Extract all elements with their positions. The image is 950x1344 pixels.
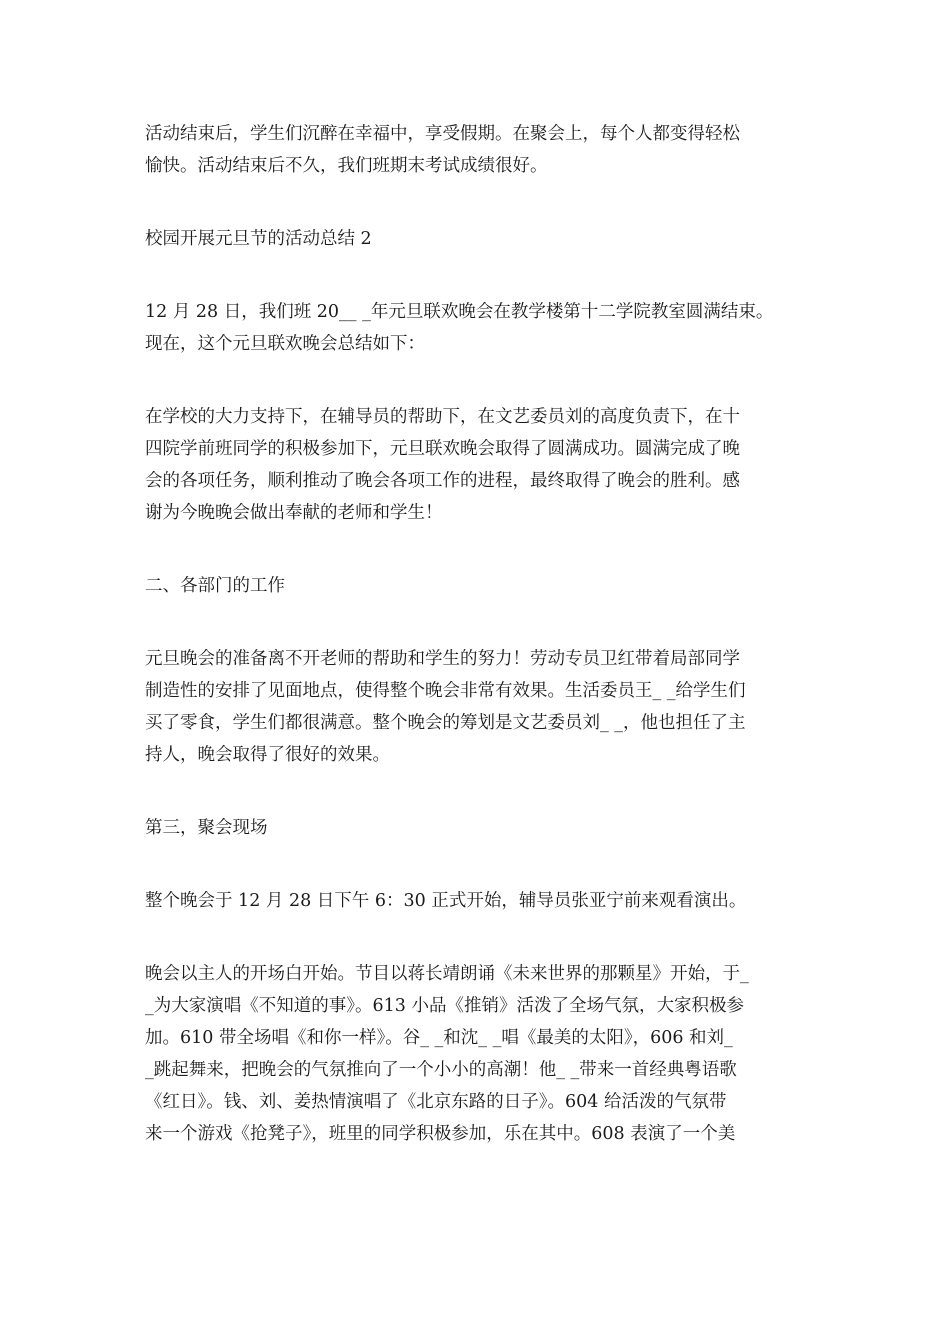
section-heading-party-scene: 第三，聚会现场 [145,818,268,838]
text-line: 在学校的大力支持下，在辅导员的帮助下，在文艺委员刘的高度负责下，在十 [145,407,740,427]
text-line: 晚会以主人的开场白开始。节目以蒋长靖朗诵《未来世界的那颗星》开始，于_ [145,964,749,984]
text-line: 四院学前班同学的积极参加下，元旦联欢晚会取得了圆满成功。圆满完成了晚 [145,439,740,459]
text-line: 现在，这个元旦联欢晚会总结如下： [145,334,425,354]
paragraph-program [145,958,815,1150]
paragraph-intro [145,296,815,360]
text-line: 制造性的安排了见面地点，使得整个晚会非常有效果。生活委员王_ _给学生们 [145,681,746,701]
text-line: 加。610 带全场唱《和你一样》。谷_ _和沈_ _唱《最美的太阳》，606 和刘_ [145,1028,733,1048]
text-line: 会的各项任务，顺利推动了晚会各项工作的进程，最终取得了晚会的胜利。感 [145,471,740,491]
text-line: 12 月 28 日，我们班 20__ _年元旦联欢晚会在教学楼第十二学院教室圆满结束。 [145,302,774,322]
text-line: 来一个游戏《抢凳子》，班里的同学积极参加，乐在其中。608 表演了一个美 [145,1124,736,1144]
document-body [145,118,815,1191]
text-line: 谢为今晚晚会做出奉献的老师和学生！ [145,503,443,523]
text-line: _跳起舞来，把晚会的气氛推向了一个小小的高潮！他_ _带来一首经典粤语歌 [145,1060,737,1080]
section-title-summary-2: 校园开展元旦节的活动总结 2 [145,229,372,249]
paragraph-support [145,401,815,529]
text-line: 《红日》。钱、刘、姜热情演唱了《北京东路的日子》。604 给活泼的气氛带 [145,1092,727,1112]
paragraph-activity-end [145,118,815,182]
paragraph-start-time [145,885,815,917]
text-line: 买了零食，学生们都很满意。整个晚会的筹划是文艺委员刘_ _，他也担任了主 [145,713,746,733]
text-line: 愉快。活动结束后不久，我们班期末考试成绩很好。 [145,156,548,176]
section-heading-departments: 二、各部门的工作 [145,576,285,596]
text-line: 持人，晚会取得了很好的效果。 [145,745,390,765]
text-line: 元旦晚会的准备离不开老师的帮助和学生的努力！劳动专员卫红带着局部同学 [145,649,740,669]
text-line: 整个晚会于 12 月 28 日下午 6：30 正式开始，辅导员张亚宁前来观看演出。 [145,891,747,911]
text-line: _为大家演唱《不知道的事》。613 小品《推销》活泼了全场气氛，大家积极参 [145,996,744,1016]
paragraph-departments [145,643,815,771]
text-line: 活动结束后，学生们沉醉在幸福中，享受假期。在聚会上，每个人都变得轻松 [145,124,740,144]
